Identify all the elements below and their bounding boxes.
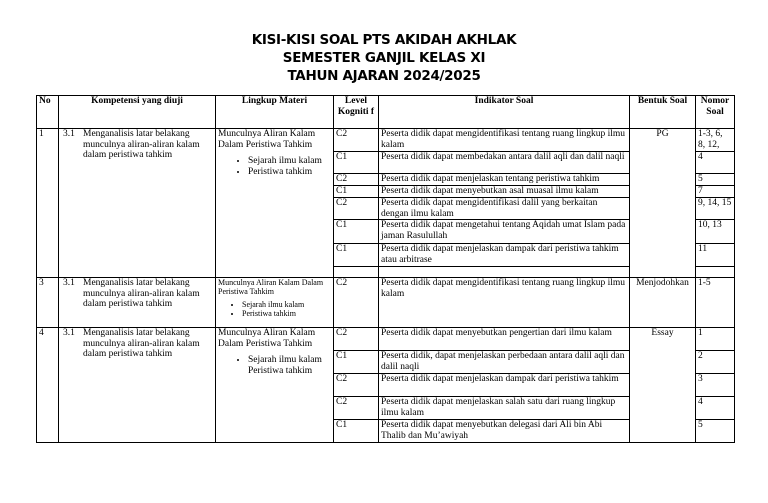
indikator-cell-empty — [379, 267, 630, 278]
nomor-cell: 9, 14, 15 — [696, 198, 735, 220]
row-number: 4 — [37, 328, 59, 443]
level-cell: C2 — [334, 278, 379, 328]
indikator-cell: Peserta didik dapat mengetahui tentang Aqidah umat Islam pada jaman Rasulullah — [379, 220, 630, 244]
lingkup-item: • Peristiwa tahkim — [242, 309, 331, 318]
lingkup-cell — [216, 278, 334, 328]
table-header-row — [37, 96, 735, 129]
level-cell: C2 — [334, 397, 379, 420]
kompetensi-text: Menganalisis latar belakang munculnya aliran-aliran kalam dalam peristiwa tahkim — [83, 129, 200, 160]
indikator-cell: Peserta didik dapat mengidentifikasi dalil yang berkaitan dengan ilmu kalam — [379, 198, 630, 220]
lingkup-cell — [216, 328, 334, 443]
header-no: No — [37, 96, 59, 129]
row-number: 1 — [37, 129, 59, 278]
nomor-cell: 1-5 — [696, 278, 735, 328]
kompetensi-number: 3.1 — [63, 129, 75, 139]
indikator-cell: Peserta didik dapat mengidentifikasi tentang ruang lingkup ilmu kalam — [379, 129, 630, 152]
nomor-cell: 4 — [696, 152, 735, 174]
level-cell: C1 — [334, 351, 379, 374]
nomor-cell: 10, 13 — [696, 220, 735, 244]
lingkup-item: • Peristiwa tahkim — [248, 167, 331, 178]
nomor-cell: 2 — [696, 351, 735, 374]
level-cell: C1 — [334, 152, 379, 174]
nomor-cell: 7 — [696, 186, 735, 198]
level-cell: C1 — [334, 220, 379, 244]
indikator-cell: Peserta didik dapat menjelaskan dampak dari peristiwa tahkim atau arbitrase — [379, 244, 630, 267]
nomor-cell: 5 — [696, 420, 735, 443]
level-cell: C2 — [334, 328, 379, 351]
nomor-cell-empty — [696, 267, 735, 278]
nomor-cell: 11 — [696, 244, 735, 267]
level-cell: C1 — [334, 186, 379, 198]
document-title — [0, 31, 768, 85]
kompetensi-cell — [59, 129, 216, 278]
row-number: 3 — [37, 278, 59, 328]
indikator-cell: Peserta didik dapat menjelaskan salah satu dari ruang lingkup ilmu kalam — [379, 397, 630, 420]
header-indikator: Indikator Soal — [379, 96, 630, 129]
kompetensi-text: Menganalisis latar belakang munculnya aliran-aliran kalam dalam peristiwa tahkim — [83, 328, 200, 359]
lingkup-item: • Sejarah ilmu kalam — [248, 156, 331, 167]
lingkup-title: Munculnya Aliran Kalam Dalam Peristiwa Tahkim — [218, 328, 316, 349]
lingkup-item: • Sejarah ilmu kalam — [242, 300, 331, 309]
level-cell: C1 — [334, 244, 379, 267]
table-row — [37, 278, 735, 328]
indikator-cell: Peserta didik dapat menjelaskan tentang peristiwa tahkim — [379, 174, 630, 186]
header-kompetensi: Kompetensi yang diuji — [59, 96, 216, 129]
indikator-cell: Peserta didik dapat membedakan antara dalil aqli dan dalil naqli — [379, 152, 630, 174]
nomor-cell: 1 — [696, 328, 735, 351]
lingkup-item: • Sejarah ilmu kalam Peristiwa tahkim — [248, 355, 331, 376]
bentuk-cell: Menjodohkan — [630, 278, 696, 328]
title-line-1: KISI-KISI SOAL PTS AKIDAH AKHLAK — [251, 32, 517, 48]
lingkup-cell — [216, 129, 334, 278]
title-line-3: TAHUN AJARAN 2024/2025 — [287, 68, 481, 84]
header-bentuk: Bentuk Soal — [630, 96, 696, 129]
kompetensi-text: Menganalisis latar belakang munculnya aliran-aliran kalam dalam peristiwa tahkim — [83, 278, 200, 309]
title-line-2: SEMESTER GANJIL KELAS XI — [282, 50, 486, 66]
table-row — [37, 129, 735, 152]
nomor-cell: 4 — [696, 397, 735, 420]
level-cell-empty — [334, 267, 379, 278]
nomor-cell: 1-3, 6, 8, 12, — [696, 129, 735, 152]
kompetensi-number: 3.1 — [63, 328, 75, 338]
lingkup-title: Munculnya Aliran Kalam Dalam Peristiwa Tahkim — [218, 129, 316, 150]
indikator-cell: Peserta didik dapat menyebutkan pengertian dari ilmu kalam — [379, 328, 630, 351]
kompetensi-number: 3.1 — [63, 278, 75, 288]
level-cell: C1 — [334, 420, 379, 443]
indikator-cell: Peserta didik, dapat menjelaskan perbedaan antara dalil aqli dan dalil naqli — [379, 351, 630, 374]
header-lingkup: Lingkup Materi — [216, 96, 334, 129]
bentuk-cell: PG — [630, 129, 696, 278]
indikator-cell: Peserta didik dapat menjelaskan dampak dari peristiwa tahkim — [379, 374, 630, 397]
level-cell: C2 — [334, 129, 379, 152]
table-row — [37, 328, 735, 351]
indikator-cell: Peserta didik dapat menyebutkan delegasi dari Ali bin Abi Thalib dan Mu’awiyah — [379, 420, 630, 443]
nomor-cell: 5 — [696, 174, 735, 186]
level-cell: C2 — [334, 198, 379, 220]
header-level: Level Kogniti f — [334, 96, 379, 129]
lingkup-title: Munculnya Aliran Kalam Dalam Peristiwa Tahkim — [218, 278, 324, 296]
indikator-cell: Peserta didik dapat menyebutkan asal muasal ilmu kalam — [379, 186, 630, 198]
level-cell: C2 — [334, 174, 379, 186]
kisi-kisi-table — [36, 95, 735, 443]
kompetensi-cell — [59, 278, 216, 328]
nomor-cell: 3 — [696, 374, 735, 397]
level-cell: C2 — [334, 374, 379, 397]
indikator-cell: Peserta didik dapat mengidentifikasi tentang ruang lingkup ilmu kalam — [379, 278, 630, 328]
header-nomor: Nomor Soal — [696, 96, 735, 129]
kompetensi-cell — [59, 328, 216, 443]
bentuk-cell: Essay — [630, 328, 696, 443]
